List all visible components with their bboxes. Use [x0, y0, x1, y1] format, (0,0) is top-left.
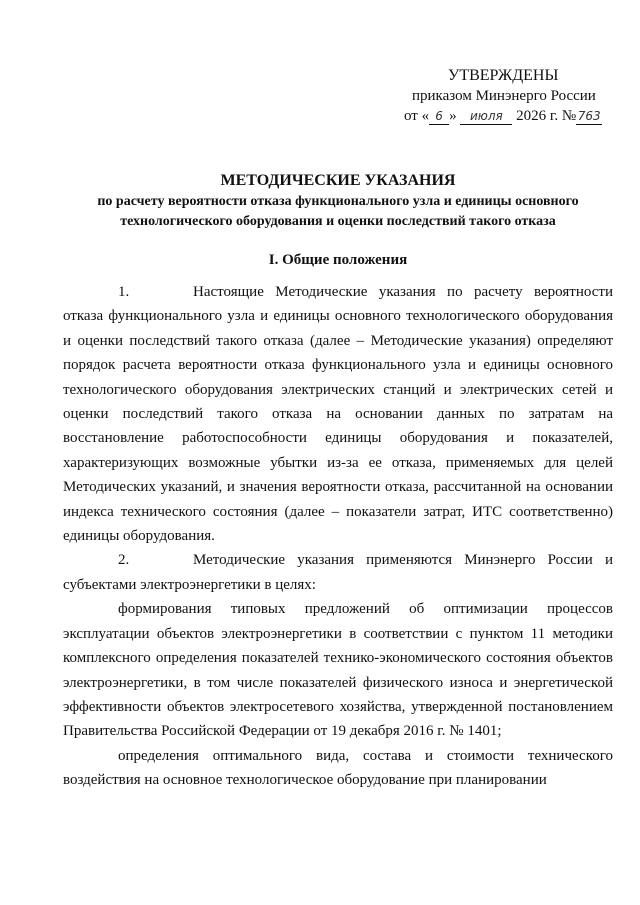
paragraph-2-text: Методические указания применяются Минэнерго России и субъектами электроэнергетики в целях: [63, 552, 613, 593]
paragraph-3: формирования типовых предложений об оптимизации процессов эксплуатации объектов электроэнергетики в соответствии с пунктом 11 методики комплексного определения показателей технико-экономического состояния объектов электроэнергетики, в том числе показателей физического износа и энергетической эффективности объектов электросетевого хозяйства, утвержденной постановлением Правительства Российской Федерации от 19 декабря 2016 г. № 1401; [63, 601, 613, 740]
approval-year: 2026 г. № [516, 108, 577, 124]
paragraph-1-number: 1. [118, 284, 130, 300]
section-title: I. Общие положения [268, 252, 408, 268]
paragraph-2-number: 2. [118, 552, 130, 569]
paragraph-2 [63, 548, 613, 597]
approval-number: 763 [577, 109, 601, 123]
paragraph-1 [63, 280, 613, 548]
paragraph-1-text: Настоящие Методические указания по расчету вероятности отказа функционального узла и единицы основного технологического оборудования и оценки последствий такого отказа (далее – Методические указания) определяют порядок расчета вероятности отказа функционального узла и единицы основного технологического оборудования электрических станций и электрических сетей и оценки последствий такого отказа на основании данных по затратам на восстановление работоспособности единицы оборудования и показателей, характеризующих возможные убытки из-за ее отказа, применяемых для целей Методических указаний, и значения вероятности отказа, рассчитанной на основании индекса технического состояния (далее – показатели затрат, ИТС соответственно) единицы оборудования. [63, 284, 613, 545]
document-body [63, 280, 613, 793]
document-title: МЕТОДИЧЕСКИЕ УКАЗАНИЯ [220, 172, 456, 189]
approval-title: УТВЕРЖДЕНЫ [448, 67, 559, 84]
document-subtitle: по расчету вероятности отказа функционального узла и единицы основного технологического оборудования и оценки последствий такого отказа [97, 194, 579, 229]
paragraph-4: определения оптимального вида, состава и стоимости технического воздействия на основное технологическое оборудование при планировании [63, 747, 613, 789]
approval-from-label: от « [404, 108, 430, 124]
approval-day: 6 [429, 108, 449, 125]
approval-close-quote: » [449, 108, 457, 124]
approval-order-line: приказом Минэнерго России [412, 88, 596, 104]
approval-date-line [404, 106, 602, 126]
approval-month: июля [460, 108, 512, 125]
